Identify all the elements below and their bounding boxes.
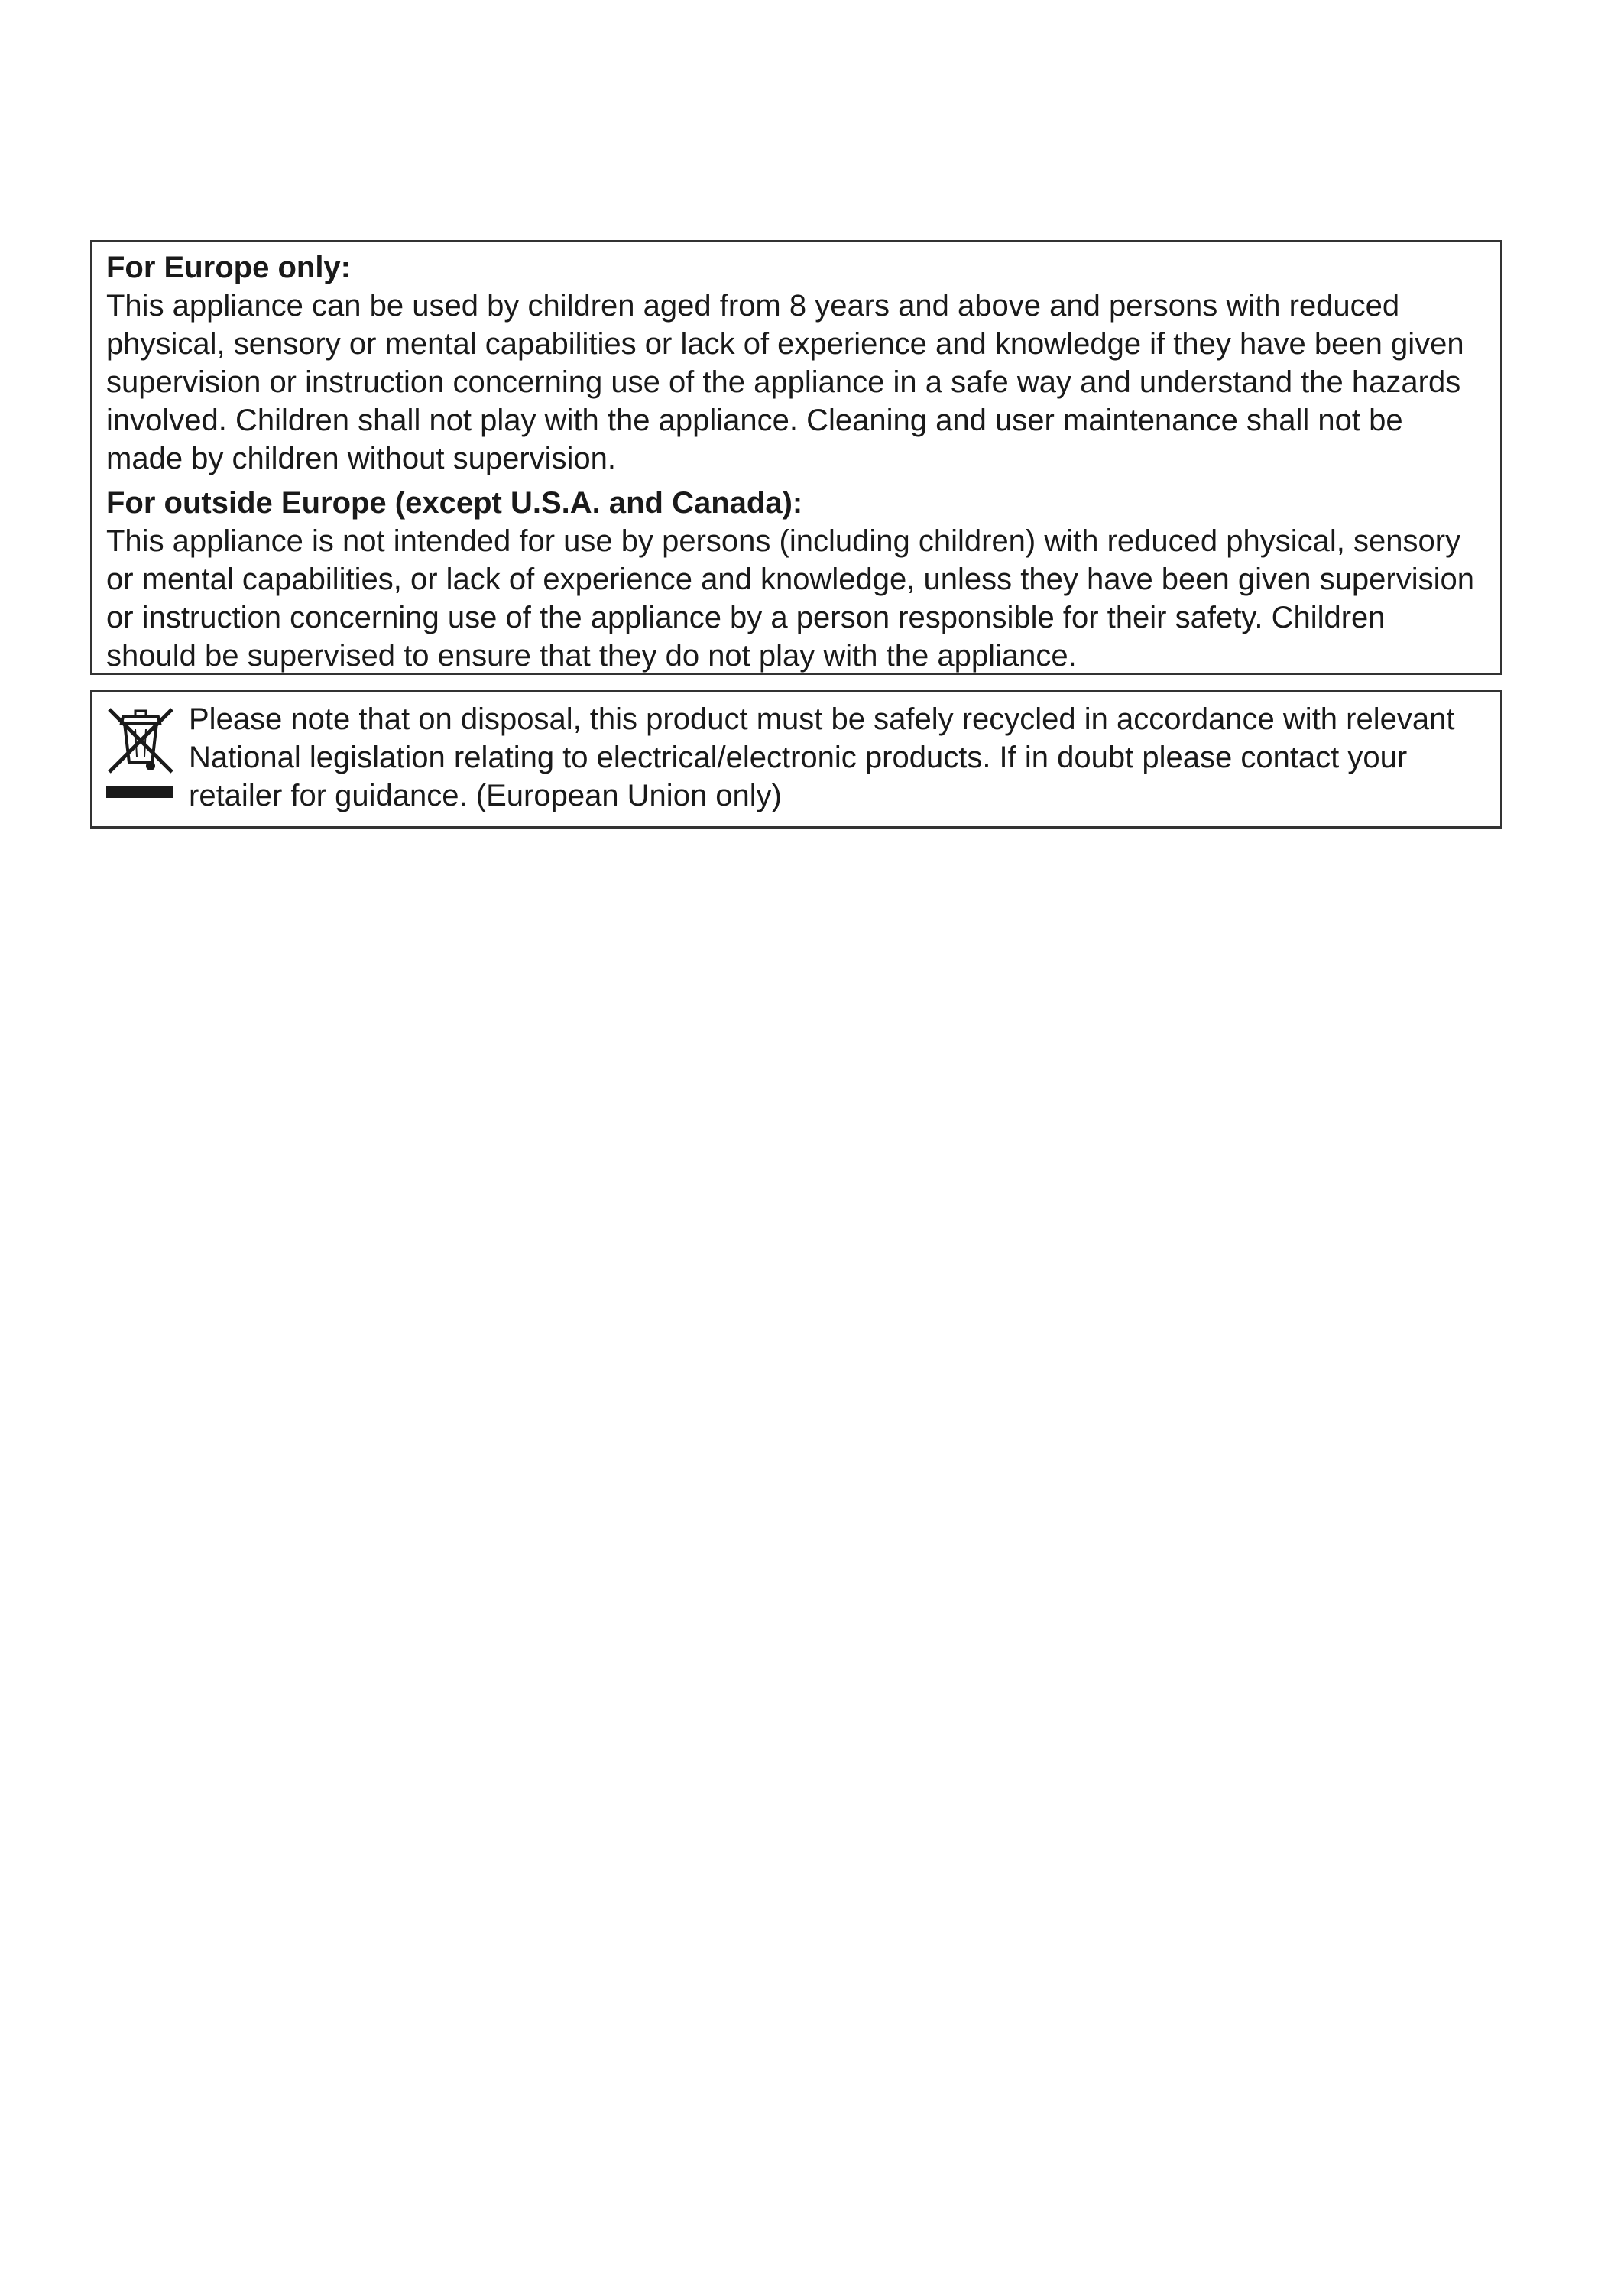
- disposal-text: Please note that on disposal, this product must be safely recycled in accordance with relevant National legislation relating to electrical/electronic products. If in doubt please contact your retailer for guidance. (European Union only): [189, 702, 1455, 812]
- safety-notice-box: [90, 240, 1502, 675]
- outside-europe-heading: For outside Europe (except U.S.A. and Canada):: [106, 486, 803, 520]
- disposal-notice-box: [90, 690, 1502, 829]
- outside-europe-text: This appliance is not intended for use by persons (including children) with reduced physical, sensory or mental capabilities, or lack of experience and knowledge, unless they have been given supervision or instruction concerning use of the appliance by a person responsible for their safety. Children should be supervised to ensure that they do not play with the appliance.: [106, 524, 1474, 673]
- europe-heading: For Europe only:: [106, 251, 351, 284]
- crossed-out-wheelie-bin-icon: [106, 706, 175, 813]
- europe-text: This appliance can be used by children aged from 8 years and above and persons with reduced physical, sensory or mental capabilities or lack of experience and knowledge if they have been given supervision or instruction concerning use of the appliance in a safe way and understand the hazards involved. Children shall not play with the appliance. Cleaning and user maintenance shall not be made by children without supervision.: [106, 289, 1464, 475]
